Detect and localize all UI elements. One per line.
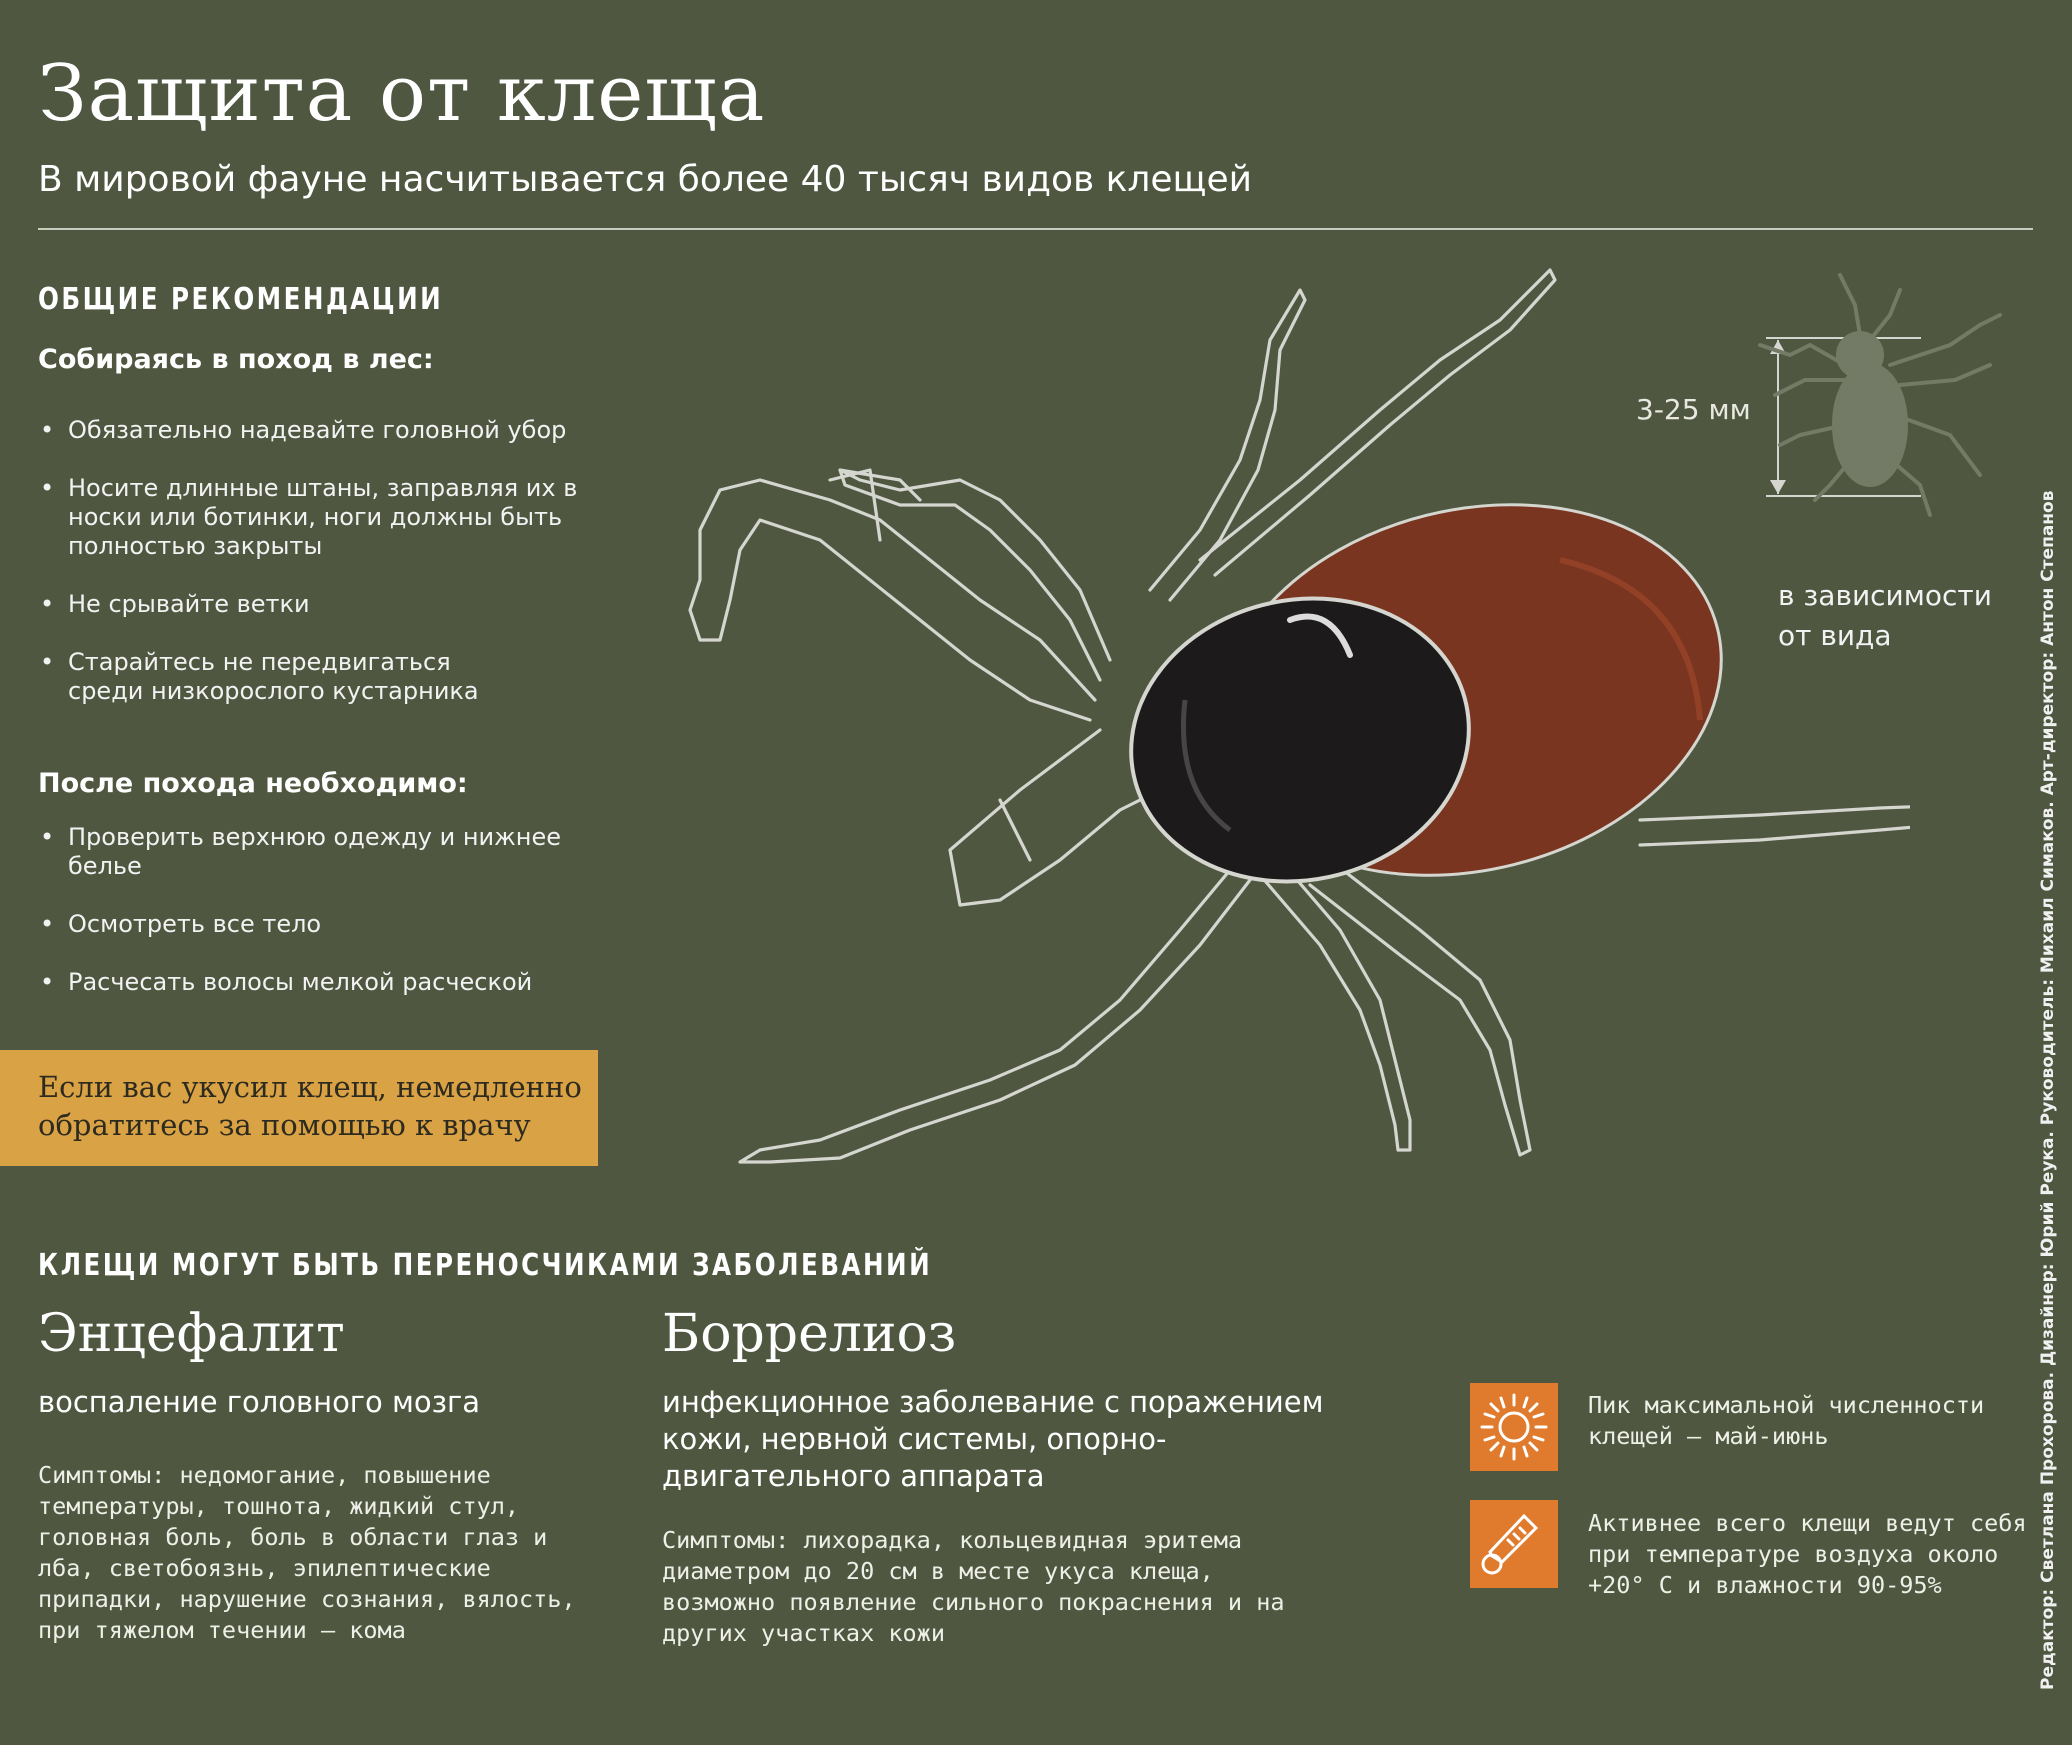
- encephalitis-description: воспаление головного мозга: [38, 1385, 481, 1419]
- tick-leg: [1640, 805, 1910, 845]
- list-item: • Обязательно надевайте головной убор: [38, 416, 608, 445]
- tick-leg: [840, 470, 1110, 680]
- tick-leg: [690, 480, 1095, 720]
- after-trip-list: [38, 823, 608, 1026]
- tick-mouthparts: [950, 730, 1160, 905]
- tick-silhouette-icon: [1720, 255, 2020, 545]
- list-item: • Проверить верхнюю одежду и нижнее белье: [38, 823, 608, 881]
- page-subtitle: В мировой фауне насчитывается более 40 тысяч видов клещей: [38, 159, 1252, 200]
- before-trip-list: [38, 416, 608, 735]
- borreliosis-description: инфекционное заболевание с поражением кожи, нервной системы, опорно-двигательного аппарата: [662, 1385, 1324, 1493]
- before-trip-title: Собираясь в поход в лес:: [38, 344, 434, 375]
- doctor-alert-banner: Если вас укусил клещ, немедленно обратитесь за помощью к врачу: [0, 1050, 598, 1166]
- list-item: • Старайтесь не передвигаться среди низкорослого кустарника: [38, 648, 488, 706]
- borreliosis-symptoms: Симптомы: лихорадка, кольцевидная эритема диаметром до 20 см в месте укуса клеща, возможно появление сильного покраснения и на других участках кожи: [662, 1526, 1285, 1647]
- credits: Редактор: Светлана Прохорова. Дизайнер: Юрий Реука. Руководитель: Михаил Симаков. Арт-директор: Антон Степанов: [2038, 490, 2058, 1690]
- tick-mouthparts: [1000, 800, 1030, 860]
- page-title: Защита от клеща: [38, 49, 766, 139]
- list-item: • Расчесать волосы мелкой расческой: [38, 968, 608, 997]
- encephalitis-symptoms: Симптомы: недомогание, повышение температуры, тошнота, жидкий стул, головная боль, боль в области глаз и лба, светобоязнь, эпилептические припадки, нарушение сознания, вялость, при тяжелом течении – кома: [38, 1461, 576, 1644]
- activity-conditions-text: Активнее всего клещи ведут себя при температуре воздуха около +20° C и влажности 90-95%: [1588, 1509, 2027, 1599]
- diseases-heading: КЛЕЩИ МОГУТ БЫТЬ ПЕРЕНОСЧИКАМИ ЗАБОЛЕВАНИЙ: [38, 1248, 933, 1283]
- list-item: • Не срывайте ветки: [38, 590, 608, 619]
- tick-leg: [1150, 290, 1305, 600]
- header-divider: [38, 228, 2033, 230]
- size-note: в зависимости от вида: [1778, 579, 1992, 652]
- tick-leg: [830, 470, 880, 540]
- tick-leg: [1310, 860, 1530, 1155]
- after-trip-title: После похода необходимо:: [38, 768, 468, 799]
- list-item: • Носите длинные штаны, заправляя их в носки или ботинки, ноги должны быть полностью закрыты: [38, 474, 608, 561]
- peak-season-text: Пик максимальной численности клещей – май-июнь: [1588, 1391, 1985, 1450]
- list-item: • Осмотреть все тело: [38, 910, 608, 939]
- sun-icon: [1470, 1383, 1558, 1471]
- recommendations-heading: ОБЩИЕ РЕКОМЕНДАЦИИ: [38, 282, 444, 317]
- encephalitis-title: Энцефалит: [38, 1304, 345, 1364]
- size-range-label: 3-25 мм: [1636, 393, 1751, 426]
- tick-leg: [740, 870, 1250, 1162]
- borreliosis-title: Боррелиоз: [662, 1304, 957, 1364]
- thermometer-icon: [1470, 1500, 1558, 1588]
